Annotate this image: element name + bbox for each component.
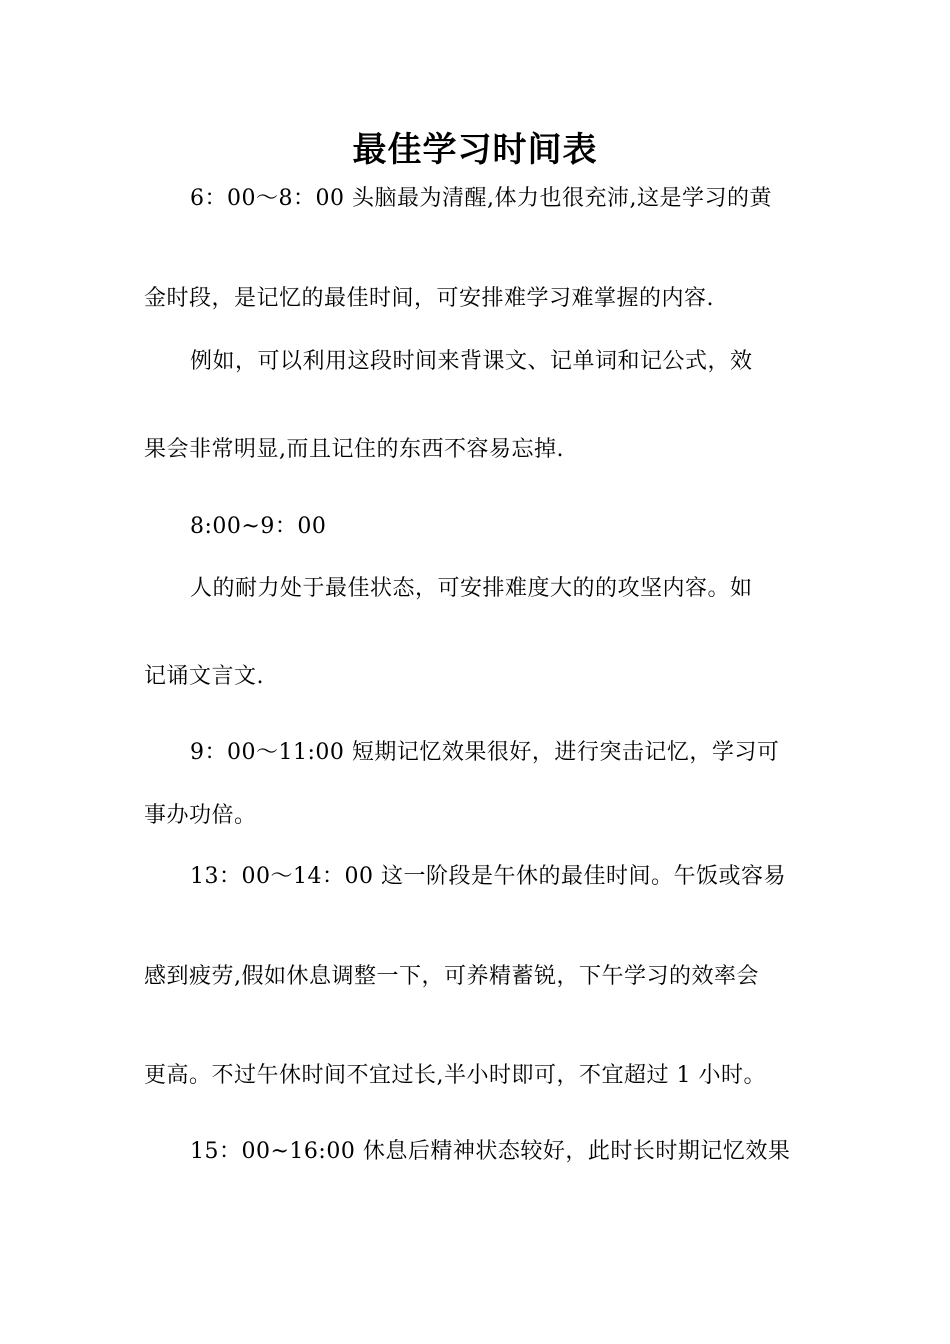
- text-line: 事办功倍。: [144, 803, 257, 828]
- text-line: 8:00~9：00: [190, 514, 327, 539]
- text-line: 果会非常明显,而且记住的东西不容易忘掉.: [144, 437, 564, 462]
- text-line: 6：00～8：00 头脑最为清醒,体力也很充沛,这是学习的黄: [190, 186, 772, 211]
- text-line: 金时段，是记忆的最佳时间，可安排难学习难掌握的内容.: [144, 286, 714, 311]
- text-line: 更高。不过午休时间不宜过长,半小时即可，不宜超过 1 小时。: [144, 1063, 766, 1088]
- text-line: 人的耐力处于最佳状态，可安排难度大的的攻坚内容。如: [190, 576, 753, 601]
- document-title: 最佳学习时间表: [352, 130, 598, 170]
- text-line: 例如，可以利用这段时间来背课文、记单词和记公式，效: [190, 349, 753, 374]
- text-line: 感到疲劳,假如休息调整一下，可养精蓄锐，下午学习的效率会: [144, 964, 759, 989]
- text-line: 15：00~16:00 休息后精神状态较好，此时长时期记忆效果: [190, 1139, 791, 1164]
- text-line: 13：00～14：00 这一阶段是午休的最佳时间。午饭或容易: [190, 864, 786, 889]
- text-line: 9：00～11:00 短期记忆效果很好，进行突击记忆，学习可: [190, 740, 780, 765]
- text-line: 记诵文言文.: [144, 664, 264, 689]
